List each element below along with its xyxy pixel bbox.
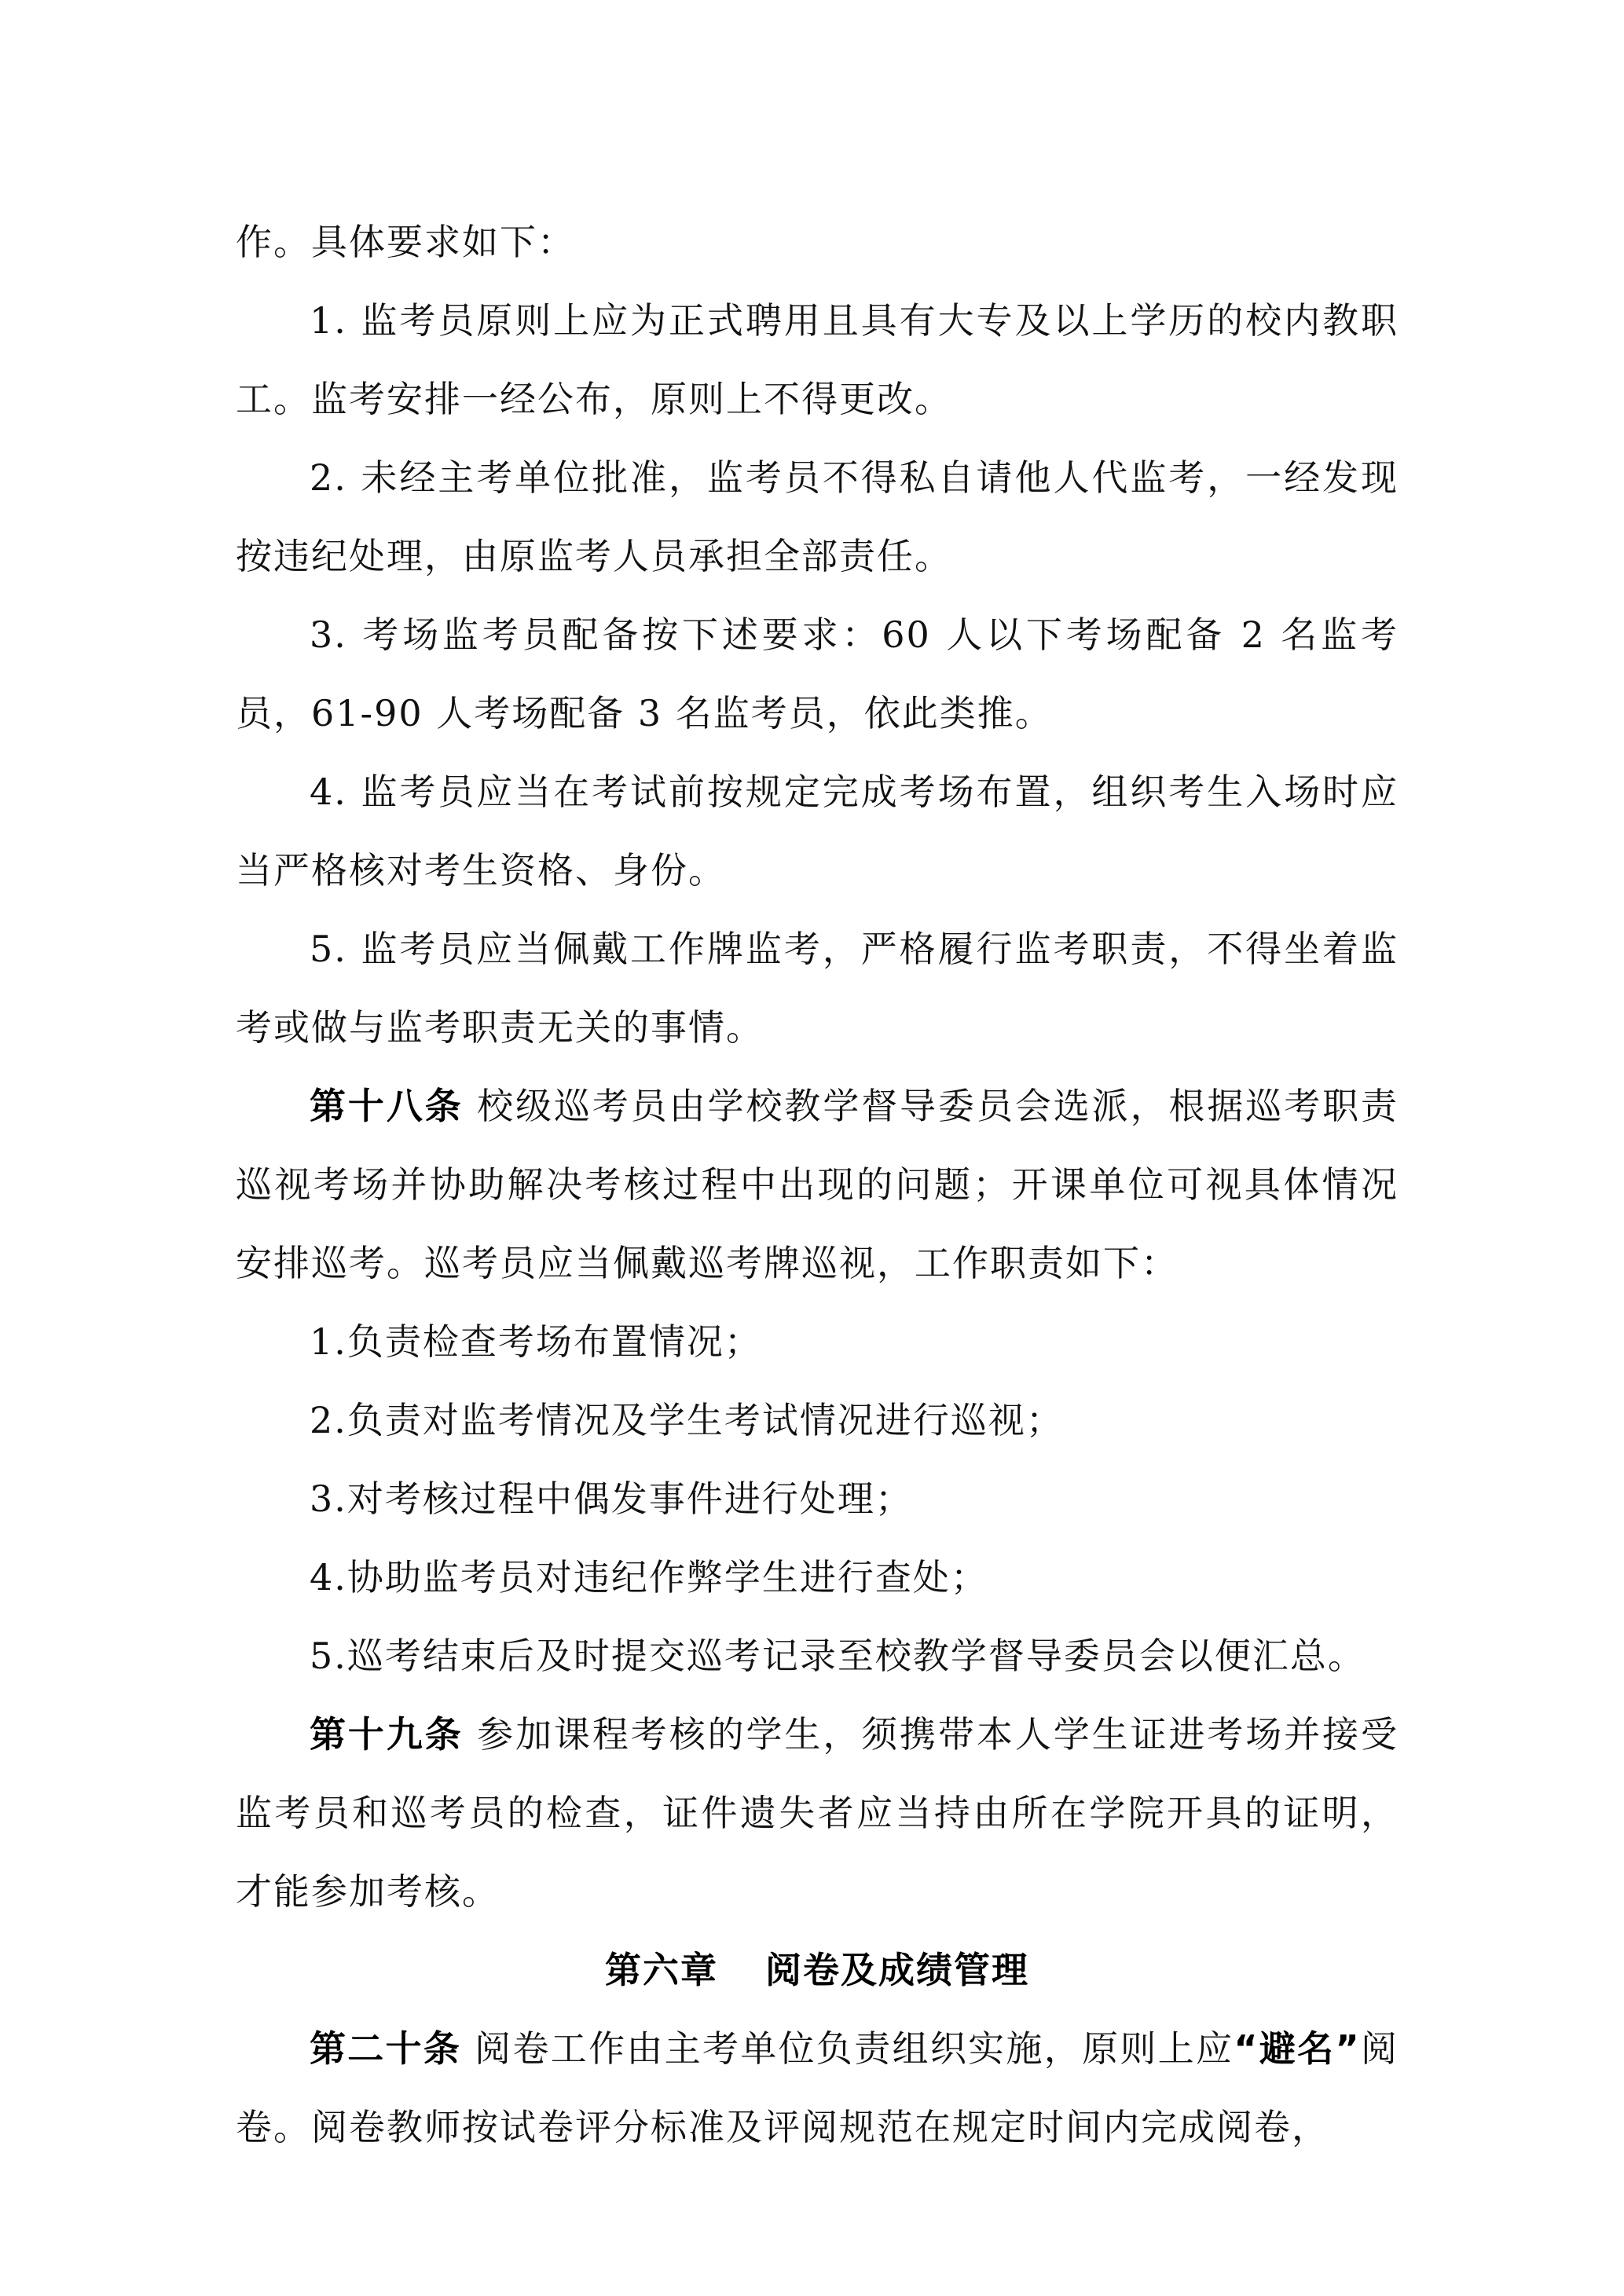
article-18-item: 4.协助监考员对违纪作弊学生进行查处； xyxy=(310,1556,988,1598)
article-19-body: 参加课程考核的学生，须携带本人学生证进考场并接受监考员和巡考员的检查，证件遗失者应当持由所在学院开具的证明，才能参加考核。 xyxy=(236,1713,1399,1913)
article-18-heading: 第十八条 xyxy=(310,1085,464,1127)
list-item-room-setup: 4. 监考员应当在考试前按规定完成考场布置，组织考生入场时应当严格核对考生资格、身份。 xyxy=(236,771,1399,892)
article-19-heading: 第十九条 xyxy=(310,1713,464,1756)
article-18 xyxy=(236,1067,1399,1302)
list-item-invigilator-qualification: 1. 监考员原则上应为正式聘用且具有大专及以上学历的校内教职工。监考安排一经公布，原则上不得更改。 xyxy=(236,299,1399,420)
article-18-item: 3.对考核过程中偶发事件进行处理； xyxy=(310,1478,913,1520)
article-19 xyxy=(236,1695,1399,1931)
list-item-substitution-rule: 2. 未经主考单位批准，监考员不得私自请他人代监考，一经发现按违纪处理，由原监考人员承担全部责任。 xyxy=(236,456,1399,577)
chapter-heading xyxy=(236,1931,1399,2009)
article-18-item: 5.巡考结束后及时提交巡考记录至校教学督导委员会以便汇总。 xyxy=(310,1635,1366,1677)
chapter-title: 阅卷及成绩管理 xyxy=(765,1949,1029,1991)
document-page xyxy=(236,203,1399,2166)
article-20 xyxy=(236,2009,1399,2166)
paragraph-continuation: 作。具体要求如下： xyxy=(236,221,575,263)
article-20-body-end: 阅卷。阅卷教师按试卷评分标准及评阅规范在规定时间内完成阅卷， xyxy=(236,2027,1399,2148)
list-item-staffing-ratio: 3. 考场监考员配备按下述要求：60 人以下考场配备 2 名监考员，61-90 人考场配备 3 名监考员，依此类推。 xyxy=(236,613,1399,734)
list-item-badge-duty: 5. 监考员应当佩戴工作牌监考，严格履行监考职责，不得坐着监考或做与监考职责无关的事情。 xyxy=(236,928,1399,1049)
article-20-body-start: 阅卷工作由主考单位负责组织实施，原则上应 xyxy=(475,2027,1234,2070)
article-20-heading: 第二十条 xyxy=(310,2027,462,2070)
article-20-emphasis: “避名” xyxy=(1234,2027,1361,2070)
chapter-number: 第六章 xyxy=(605,1949,718,1991)
article-18-item: 1.负责检查考场布置情况； xyxy=(310,1320,762,1363)
article-18-body: 校级巡考员由学校教学督导委员会选派，根据巡考职责巡视考场并协助解决考核过程中出现的问题；开课单位可视具体情况安排巡考。巡考员应当佩戴巡考牌巡视，工作职责如下： xyxy=(236,1085,1399,1284)
article-18-item: 2.负责对监考情况及学生考试情况进行巡视； xyxy=(310,1399,1064,1441)
